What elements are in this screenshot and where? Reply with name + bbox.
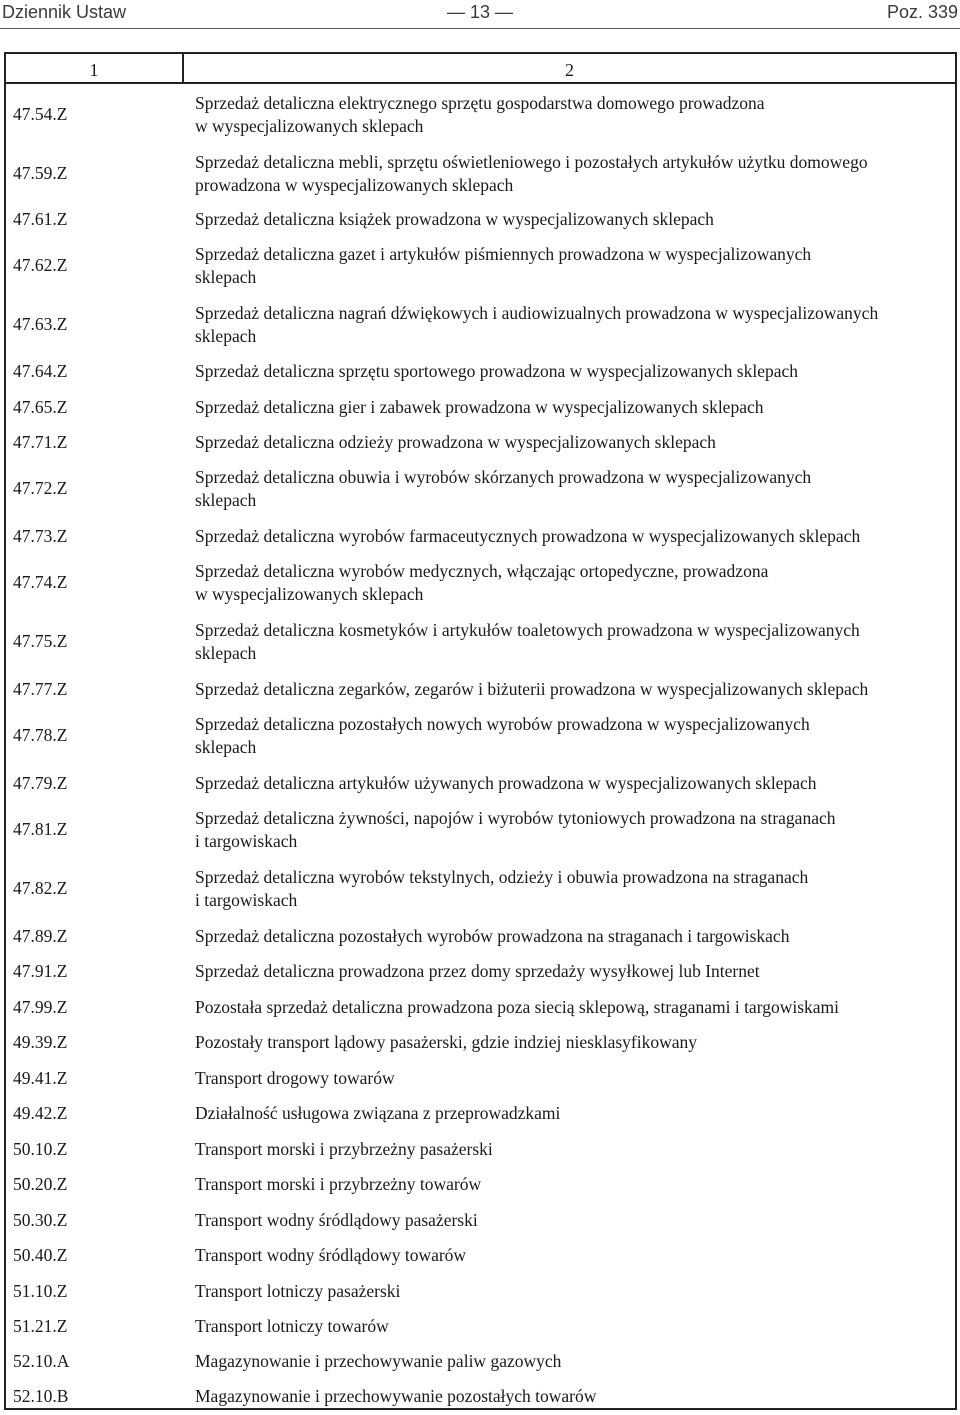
pkd-code: 47.62.Z bbox=[13, 255, 68, 275]
pkd-code: 47.81.Z bbox=[13, 819, 68, 839]
activity-description bbox=[195, 807, 950, 853]
description-line: prowadzona w wyspecjalizowanych sklepach bbox=[195, 175, 514, 195]
description-line: Magazynowanie i przechowywanie paliw gazowych bbox=[195, 1351, 562, 1371]
pkd-code: 51.10.Z bbox=[13, 1281, 68, 1301]
pkd-code: 47.64.Z bbox=[13, 361, 68, 381]
journal-title: Dziennik Ustaw bbox=[2, 2, 127, 22]
description-line: Sprzedaż detaliczna gazet i artykułów piśmiennych prowadzona w wyspecjalizowanych bbox=[195, 244, 812, 264]
activity-description bbox=[195, 1138, 950, 1161]
pkd-code: 50.30.Z bbox=[13, 1210, 68, 1230]
activity-description bbox=[195, 866, 950, 912]
description-line: Sprzedaż detaliczna artykułów używanych prowadzona w wyspecjalizowanych sklepach bbox=[195, 773, 817, 793]
description-line: w wyspecjalizowanych sklepach bbox=[195, 116, 424, 136]
pkd-code: 47.79.Z bbox=[13, 773, 68, 793]
column-header-2: 2 bbox=[565, 60, 574, 80]
pkd-code: 47.77.Z bbox=[13, 679, 68, 699]
description-line: Sprzedaż detaliczna zegarków, zegarów i biżuterii prowadzona w wyspecjalizowanych sklepach bbox=[195, 679, 869, 699]
activity-description bbox=[195, 466, 950, 512]
activity-description bbox=[195, 619, 950, 665]
description-line: i targowiskach bbox=[195, 890, 298, 910]
description-line: Pozostała sprzedaż detaliczna prowadzona poza siecią sklepową, straganami i targowiskami bbox=[195, 997, 840, 1017]
pkd-code: 47.71.Z bbox=[13, 432, 68, 452]
description-line: w wyspecjalizowanych sklepach bbox=[195, 584, 424, 604]
description-line: Sprzedaż detaliczna odzieży prowadzona w wyspecjalizowanych sklepach bbox=[195, 432, 716, 452]
activity-description bbox=[195, 1209, 950, 1232]
description-line: Transport lotniczy towarów bbox=[195, 1316, 389, 1336]
description-line: Sprzedaż detaliczna wyrobów farmaceutycznych prowadzona w wyspecjalizowanych sklepach bbox=[195, 526, 861, 546]
description-line: Sprzedaż detaliczna pozostałych nowych wyrobów prowadzona w wyspecjalizowanych bbox=[195, 714, 810, 734]
pkd-code: 50.40.Z bbox=[13, 1245, 68, 1265]
description-line: Sprzedaż detaliczna pozostałych wyrobów prowadzona na straganach i targowiskach bbox=[195, 926, 790, 946]
description-line: Sprzedaż detaliczna prowadzona przez domy sprzedaży wysyłkowej lub Internet bbox=[195, 961, 760, 981]
column-header-1: 1 bbox=[89, 60, 99, 80]
pkd-code: 47.72.Z bbox=[13, 478, 68, 498]
description-line: Sprzedaż detaliczna elektrycznego sprzętu gospodarstwa domowego prowadzona bbox=[195, 93, 765, 113]
pkd-code: 50.20.Z bbox=[13, 1174, 68, 1194]
activity-description bbox=[195, 360, 950, 383]
activity-description bbox=[195, 772, 950, 795]
column-header-row bbox=[6, 54, 955, 84]
classification-table bbox=[4, 52, 957, 1410]
header-rule bbox=[0, 28, 960, 29]
pkd-code: 47.65.Z bbox=[13, 397, 68, 417]
description-line: Sprzedaż detaliczna sprzętu sportowego prowadzona w wyspecjalizowanych sklepach bbox=[195, 361, 799, 381]
description-line: sklepach bbox=[195, 267, 257, 287]
pkd-code: 47.74.Z bbox=[13, 572, 68, 592]
pkd-code: 47.75.Z bbox=[13, 631, 68, 651]
pkd-code: 47.89.Z bbox=[13, 926, 68, 946]
description-line: Działalność usługowa związana z przeprowadzkami bbox=[195, 1103, 561, 1123]
description-line: Transport morski i przybrzeżny pasażerski bbox=[195, 1139, 493, 1159]
activity-description bbox=[195, 243, 950, 289]
description-line: Transport lotniczy pasażerski bbox=[195, 1281, 401, 1301]
description-line: Sprzedaż detaliczna wyrobów tekstylnych, odzieży i obuwia prowadzona na straganach bbox=[195, 867, 809, 887]
pkd-code: 49.39.Z bbox=[13, 1032, 68, 1052]
pkd-code: 47.59.Z bbox=[13, 163, 68, 183]
pkd-code: 47.63.Z bbox=[13, 314, 68, 334]
description-line: Transport wodny śródlądowy towarów bbox=[195, 1245, 467, 1265]
activity-description bbox=[195, 525, 950, 548]
activity-description bbox=[195, 92, 950, 138]
description-line: sklepach bbox=[195, 643, 257, 663]
description-line: Transport morski i przybrzeżny towarów bbox=[195, 1174, 482, 1194]
activity-description bbox=[195, 1031, 950, 1054]
pkd-code: 47.61.Z bbox=[13, 209, 68, 229]
pkd-code: 52.10.A bbox=[13, 1351, 70, 1371]
position-number: Poz. 339 bbox=[886, 2, 958, 22]
activity-description bbox=[195, 151, 950, 197]
pkd-code: 47.78.Z bbox=[13, 725, 68, 745]
pkd-code: 47.73.Z bbox=[13, 526, 68, 546]
activity-description bbox=[195, 1385, 950, 1408]
pkd-code: 47.54.Z bbox=[13, 104, 68, 124]
description-line: Sprzedaż detaliczna książek prowadzona w wyspecjalizowanych sklepach bbox=[195, 209, 714, 229]
activity-description bbox=[195, 396, 950, 419]
description-line: i targowiskach bbox=[195, 831, 298, 851]
description-line: Pozostały transport lądowy pasażerski, gdzie indziej niesklasyfikowany bbox=[195, 1032, 698, 1052]
activity-description bbox=[195, 678, 950, 701]
activity-description bbox=[195, 1244, 950, 1267]
description-line: sklepach bbox=[195, 737, 257, 757]
pkd-code: 49.42.Z bbox=[13, 1103, 68, 1123]
page-header bbox=[0, 0, 960, 26]
description-line: sklepach bbox=[195, 326, 257, 346]
activity-description bbox=[195, 1350, 950, 1373]
description-line: Sprzedaż detaliczna mebli, sprzętu oświetleniowego i pozostałych artykułów użytku domowego bbox=[195, 152, 868, 172]
activity-description bbox=[195, 302, 950, 348]
pkd-code: 47.99.Z bbox=[13, 997, 68, 1017]
pkd-code: 49.41.Z bbox=[13, 1068, 68, 1088]
description-line: Sprzedaż detaliczna wyrobów medycznych, włączając ortopedyczne, prowadzona bbox=[195, 561, 769, 581]
description-line: Sprzedaż detaliczna kosmetyków i artykułów toaletowych prowadzona w wyspecjalizowanych bbox=[195, 620, 860, 640]
activity-description bbox=[195, 960, 950, 983]
activity-description bbox=[195, 560, 950, 606]
activity-description bbox=[195, 1280, 950, 1303]
pkd-code: 52.10.B bbox=[13, 1386, 69, 1406]
description-line: Magazynowanie i przechowywanie pozostałych towarów bbox=[195, 1386, 597, 1406]
description-line: Sprzedaż detaliczna obuwia i wyrobów skórzanych prowadzona w wyspecjalizowanych bbox=[195, 467, 812, 487]
pkd-code: 47.91.Z bbox=[13, 961, 68, 981]
description-line: Transport wodny śródlądowy pasażerski bbox=[195, 1210, 478, 1230]
activity-description bbox=[195, 713, 950, 759]
description-line: Sprzedaż detaliczna gier i zabawek prowadzona w wyspecjalizowanych sklepach bbox=[195, 397, 764, 417]
description-line: sklepach bbox=[195, 490, 257, 510]
activity-description bbox=[195, 1315, 950, 1338]
pkd-code: 47.82.Z bbox=[13, 878, 68, 898]
description-line: Sprzedaż detaliczna żywności, napojów i wyrobów tytoniowych prowadzona na straganach bbox=[195, 808, 836, 828]
description-line: Sprzedaż detaliczna nagrań dźwiękowych i audiowizualnych prowadzona w wyspecjalizowanych bbox=[195, 303, 879, 323]
activity-description bbox=[195, 996, 950, 1019]
activity-description bbox=[195, 925, 950, 948]
page-number: — 13 — bbox=[446, 2, 514, 22]
description-line: Transport drogowy towarów bbox=[195, 1068, 395, 1088]
activity-description bbox=[195, 431, 950, 454]
activity-description bbox=[195, 1173, 950, 1196]
pkd-code: 51.21.Z bbox=[13, 1316, 68, 1336]
activity-description bbox=[195, 1102, 950, 1125]
pkd-code: 50.10.Z bbox=[13, 1139, 68, 1159]
activity-description bbox=[195, 1067, 950, 1090]
activity-description bbox=[195, 208, 950, 231]
